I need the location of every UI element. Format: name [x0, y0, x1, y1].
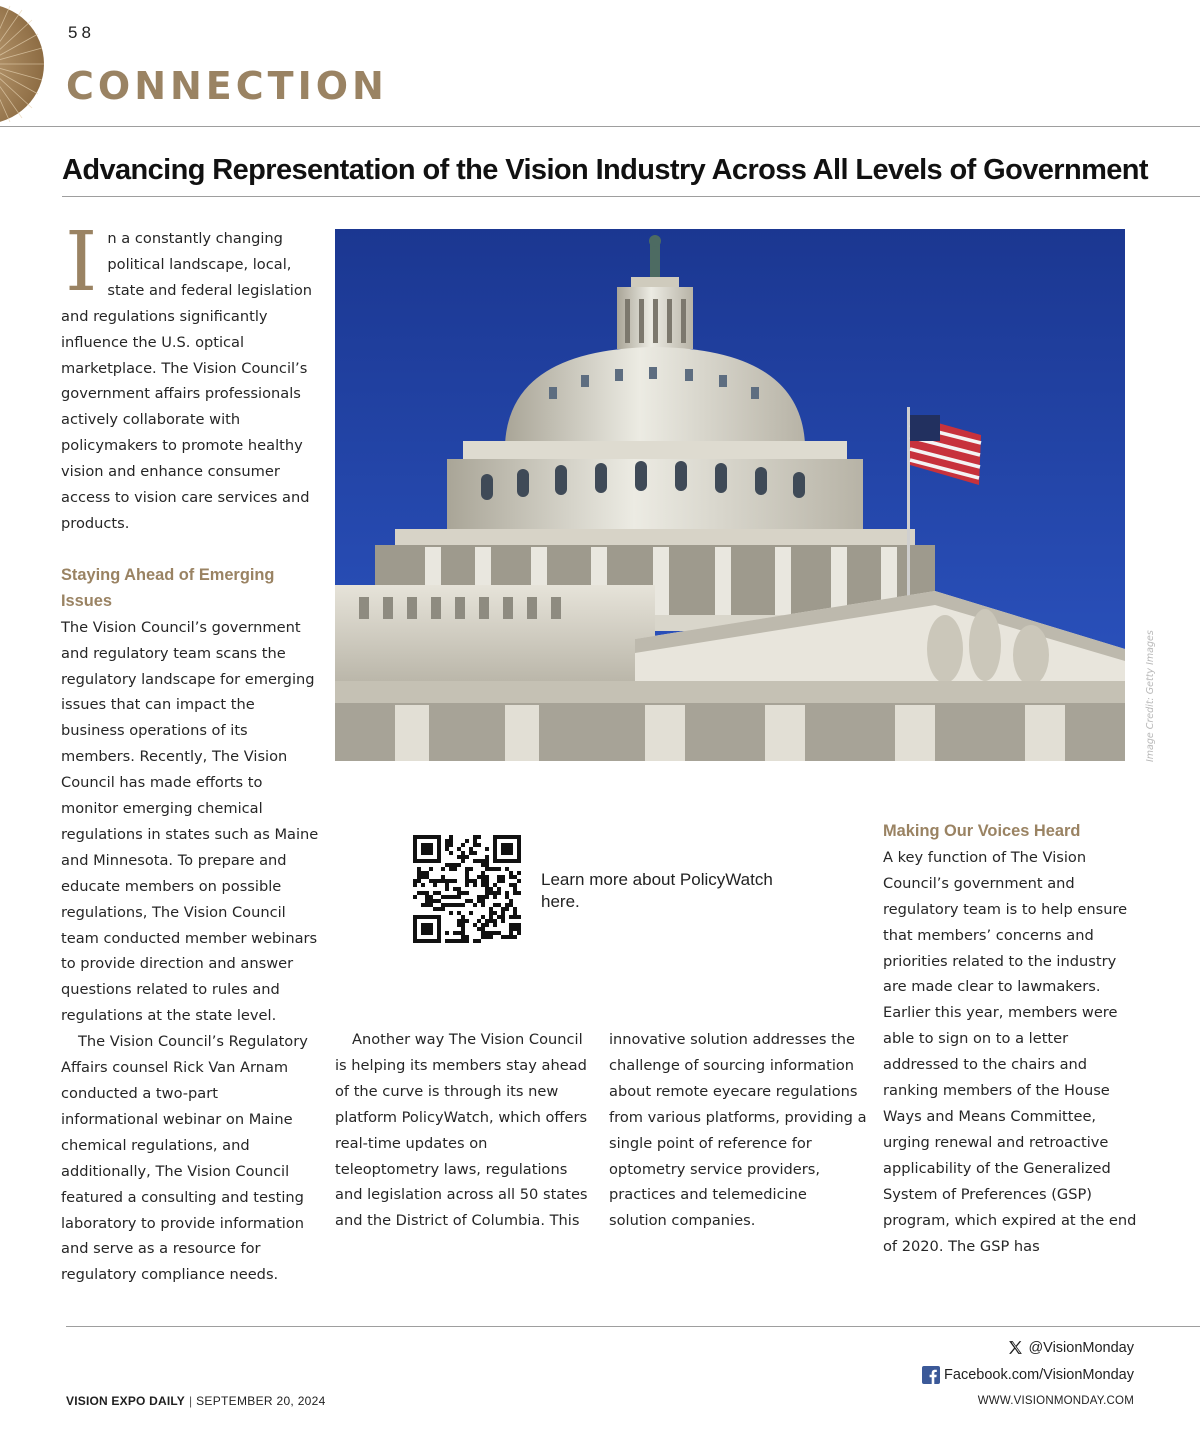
intro-paragraph: [61, 215, 319, 537]
photo-credit: Image Credit: Getty Images: [1145, 630, 1156, 762]
page-number: 58: [68, 23, 95, 42]
publication-date: SEPTEMBER 20, 2024: [196, 1394, 326, 1408]
x-handle[interactable]: @VisionMonday: [1028, 1339, 1134, 1356]
intro-text: n a constantly changing political landscape, local, state and federal legislation and regulations significantly influence the U.S. optical marketplace. The Vision Council’s government affairs professionals actively collaborate with policymakers to promote healthy vision and enhance consumer access to vision care services and products.: [61, 230, 313, 532]
section-heading-voices-heard: Making Our Voices Heard: [883, 822, 1081, 840]
section-heading-emerging-issues: Staying Ahead of Emerging Issues: [61, 565, 275, 610]
section-title: CONNECTION: [66, 64, 388, 108]
policywatch-qr-code[interactable]: [413, 835, 521, 943]
policywatch-paragraph-continued: innovative solution addresses the challenge of sourcing information about remote eyecare regulations from various platforms, providing a single point of reference for optometry service providers, practices and telemedicine solution companies.: [609, 1031, 867, 1230]
article-column-3: [609, 1027, 867, 1234]
voices-heard-paragraph: A key function of The Vision Council’s government and regulatory team is to help ensure that members’ concerns and priorities related to the industry are made clear to lawmakers. Earlier this year, members were able to sign on to a letter addressed to the chairs and ranking members of the House Ways and Means Committee, urging renewal and retroactive applicability of the Generalized System of Preferences (GSP) program, which expired at the end of 2020. The GSP has: [883, 848, 1137, 1255]
drop-cap: I: [65, 215, 98, 310]
footer-separator: |: [189, 1394, 193, 1408]
article-column-4: [883, 819, 1141, 1259]
x-logo-icon: [1007, 1339, 1024, 1356]
header-divider: [0, 126, 1200, 127]
corner-seal-graphic: [0, 0, 44, 128]
article-column-2: [335, 1027, 593, 1234]
facebook-logo-icon: [922, 1366, 940, 1384]
website-link[interactable]: WWW.VISIONMONDAY.COM: [977, 1395, 1134, 1407]
article-column-1: [61, 215, 319, 1288]
headline-divider: [62, 196, 1200, 197]
article-headline: Advancing Representation of the Vision Industry Across All Levels of Government: [62, 154, 1148, 186]
qr-caption: Learn more about PolicyWatch here.: [541, 870, 773, 911]
capitol-building-photo: [335, 229, 1125, 761]
facebook-url[interactable]: Facebook.com/VisionMonday: [944, 1367, 1134, 1383]
x-handle-line[interactable]: [1007, 1339, 1134, 1356]
footer-publication-line: [66, 1394, 326, 1408]
footer-divider: [66, 1326, 1200, 1327]
emerging-issues-paragraph-2: The Vision Council’s Regulatory Affairs counsel Rick Van Arnam conducted a two-part informational webinar on Maine chemical regulations, and additionally, The Vision Council featured a consulting and testing laboratory to provide information and serve as a resource for regulatory compliance needs.: [61, 1033, 308, 1284]
paragraph-gap: [61, 537, 319, 563]
facebook-line[interactable]: [922, 1366, 1134, 1384]
policywatch-paragraph: Another way The Vision Council is helping its members stay ahead of the curve is through its new platform PolicyWatch, which offers real-time updates on teleoptometry laws, regulations and legislation across all 50 states and the District of Columbia. This: [335, 1031, 588, 1230]
emerging-issues-paragraph-1: The Vision Council’s government and regulatory team scans the regulatory landscape for emerging issues that can impact the business operations of its members. Recently, The Vision Council has made efforts to monitor emerging chemical regulations in states such as Maine and Minnesota. To prepare and educate members on possible regulations, The Vision Council team conducted member webinars to provide direction and answer questions related to rules and regulations at the state level.: [61, 618, 319, 1025]
publication-name: VISION EXPO DAILY: [66, 1394, 185, 1408]
